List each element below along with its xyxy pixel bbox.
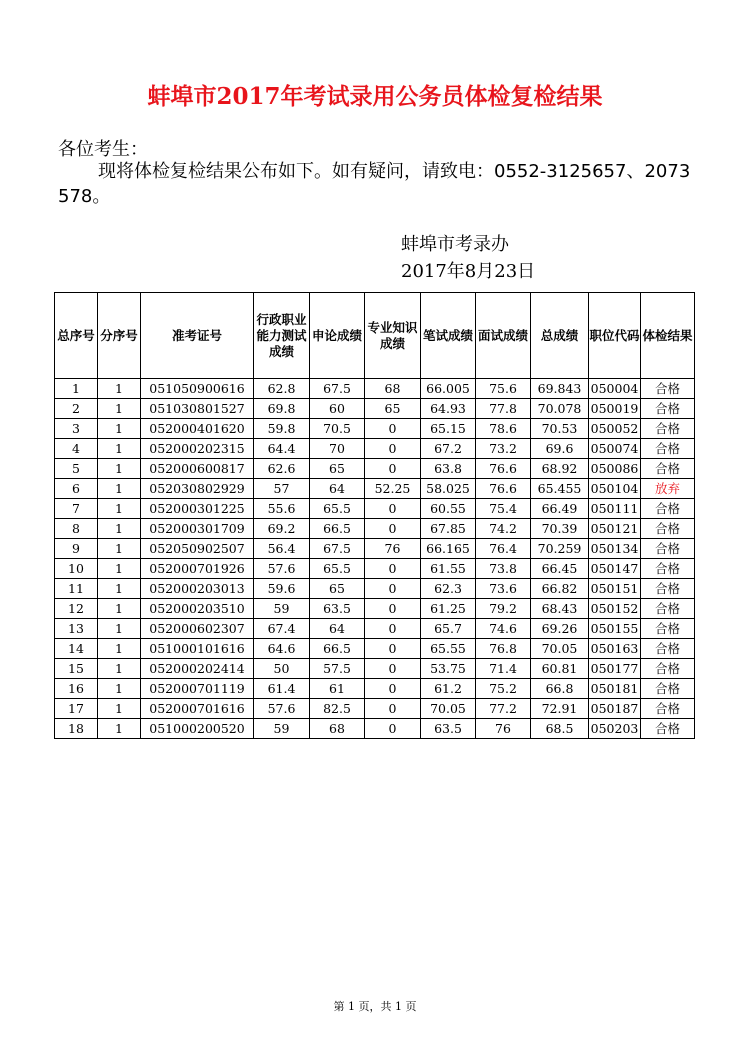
cell-xingce-score: 57: [254, 479, 310, 499]
cell-position-code: 050203: [589, 719, 641, 739]
header-interview-score: 面试成绩: [476, 293, 531, 379]
cell-exam-id: 052050902507: [141, 539, 254, 559]
cell-interview-score: 75.4: [476, 499, 531, 519]
cell-exam-id: 052000401620: [141, 419, 254, 439]
cell-total-score: 60.81: [531, 659, 589, 679]
cell-written-score: 53.75: [421, 659, 476, 679]
cell-exam-id: 052000301225: [141, 499, 254, 519]
page-title: 蚌埠市2017年考试录用公务员体检复检结果: [147, 83, 603, 110]
cell-total-score: 69.26: [531, 619, 589, 639]
cell-shenlun-score: 57.5: [310, 659, 365, 679]
cell-written-score: 65.55: [421, 639, 476, 659]
cell-xingce-score: 62.6: [254, 459, 310, 479]
table-row: [55, 639, 695, 659]
cell-written-score: 61.2: [421, 679, 476, 699]
cell-shenlun-score: 82.5: [310, 699, 365, 719]
cell-exam-id: 052000203013: [141, 579, 254, 599]
issue-date: 2017年8月23日: [401, 261, 536, 282]
cell-interview-score: 71.4: [476, 659, 531, 679]
cell-xingce-score: 50: [254, 659, 310, 679]
cell-professional-score: 0: [365, 439, 421, 459]
cell-professional-score: 0: [365, 599, 421, 619]
cell-written-score: 58.025: [421, 479, 476, 499]
cell-exam-result: 合格: [641, 679, 695, 699]
header-exam-id: 准考证号: [141, 293, 254, 379]
cell-xingce-score: 59.8: [254, 419, 310, 439]
cell-total-seq: 7: [55, 499, 98, 519]
cell-exam-id: 051000101616: [141, 639, 254, 659]
cell-position-code: 050074: [589, 439, 641, 459]
cell-position-code: 050104: [589, 479, 641, 499]
cell-written-score: 60.55: [421, 499, 476, 519]
header-written-score: 笔试成绩: [421, 293, 476, 379]
cell-exam-id: 052000203510: [141, 599, 254, 619]
cell-position-code: 050086: [589, 459, 641, 479]
cell-professional-score: 0: [365, 679, 421, 699]
cell-xingce-score: 57.6: [254, 559, 310, 579]
cell-total-score: 70.39: [531, 519, 589, 539]
cell-total-score: 70.53: [531, 419, 589, 439]
cell-total-score: 65.455: [531, 479, 589, 499]
cell-exam-result: 合格: [641, 519, 695, 539]
cell-exam-id: 052000600817: [141, 459, 254, 479]
header-total-seq: 总序号: [55, 293, 98, 379]
header-position-code: 职位代码: [589, 293, 641, 379]
cell-total-score: 68.92: [531, 459, 589, 479]
cell-written-score: 70.05: [421, 699, 476, 719]
cell-exam-result: 合格: [641, 659, 695, 679]
table-row: [55, 439, 695, 459]
cell-total-score: 68.5: [531, 719, 589, 739]
cell-interview-score: 77.2: [476, 699, 531, 719]
cell-exam-id: 051000200520: [141, 719, 254, 739]
cell-total-score: 72.91: [531, 699, 589, 719]
cell-position-code: 050121: [589, 519, 641, 539]
cell-total-score: 70.05: [531, 639, 589, 659]
cell-total-seq: 4: [55, 439, 98, 459]
cell-professional-score: 0: [365, 619, 421, 639]
cell-professional-score: 52.25: [365, 479, 421, 499]
cell-shenlun-score: 67.5: [310, 379, 365, 399]
cell-exam-result: 合格: [641, 499, 695, 519]
cell-total-seq: 5: [55, 459, 98, 479]
cell-exam-result: 合格: [641, 719, 695, 739]
table-row: [55, 459, 695, 479]
cell-interview-score: 74.2: [476, 519, 531, 539]
cell-exam-result: 合格: [641, 439, 695, 459]
cell-interview-score: 73.8: [476, 559, 531, 579]
cell-sub-seq: 1: [98, 619, 141, 639]
cell-total-seq: 6: [55, 479, 98, 499]
cell-position-code: 050163: [589, 639, 641, 659]
table-row: [55, 419, 695, 439]
table-row: [55, 619, 695, 639]
cell-interview-score: 76.4: [476, 539, 531, 559]
cell-position-code: 050187: [589, 699, 641, 719]
cell-written-score: 66.005: [421, 379, 476, 399]
cell-exam-result: 放弃: [641, 479, 695, 499]
cell-position-code: 050004: [589, 379, 641, 399]
cell-total-seq: 16: [55, 679, 98, 699]
cell-sub-seq: 1: [98, 719, 141, 739]
cell-xingce-score: 69.8: [254, 399, 310, 419]
cell-sub-seq: 1: [98, 659, 141, 679]
cell-total-score: 69.6: [531, 439, 589, 459]
cell-sub-seq: 1: [98, 699, 141, 719]
table-row: [55, 559, 695, 579]
cell-interview-score: 76: [476, 719, 531, 739]
cell-shenlun-score: 67.5: [310, 539, 365, 559]
cell-professional-score: 68: [365, 379, 421, 399]
cell-total-score: 70.078: [531, 399, 589, 419]
cell-position-code: 050134: [589, 539, 641, 559]
cell-position-code: 050052: [589, 419, 641, 439]
cell-exam-id: 052000701926: [141, 559, 254, 579]
cell-total-seq: 3: [55, 419, 98, 439]
cell-shenlun-score: 65.5: [310, 499, 365, 519]
cell-professional-score: 0: [365, 419, 421, 439]
cell-professional-score: 0: [365, 699, 421, 719]
cell-total-seq: 11: [55, 579, 98, 599]
cell-professional-score: 0: [365, 719, 421, 739]
page-footer: 第 1 页，共 1 页: [333, 1000, 417, 1013]
cell-exam-id: 051030801527: [141, 399, 254, 419]
cell-written-score: 65.15: [421, 419, 476, 439]
cell-interview-score: 74.6: [476, 619, 531, 639]
cell-total-seq: 15: [55, 659, 98, 679]
results-table: [54, 292, 695, 739]
table-row: [55, 599, 695, 619]
cell-exam-id: 052000602307: [141, 619, 254, 639]
table-row: [55, 519, 695, 539]
cell-position-code: 050155: [589, 619, 641, 639]
cell-position-code: 050152: [589, 599, 641, 619]
cell-exam-result: 合格: [641, 399, 695, 419]
cell-position-code: 050019: [589, 399, 641, 419]
cell-professional-score: 65: [365, 399, 421, 419]
header-shenlun-score: 申论成绩: [310, 293, 365, 379]
cell-shenlun-score: 61: [310, 679, 365, 699]
cell-sub-seq: 1: [98, 379, 141, 399]
cell-sub-seq: 1: [98, 439, 141, 459]
cell-written-score: 63.8: [421, 459, 476, 479]
cell-total-score: 69.843: [531, 379, 589, 399]
cell-professional-score: 0: [365, 499, 421, 519]
cell-written-score: 61.25: [421, 599, 476, 619]
cell-xingce-score: 55.6: [254, 499, 310, 519]
cell-total-seq: 10: [55, 559, 98, 579]
cell-interview-score: 76.6: [476, 459, 531, 479]
cell-shenlun-score: 65: [310, 579, 365, 599]
cell-shenlun-score: 70: [310, 439, 365, 459]
cell-professional-score: 0: [365, 659, 421, 679]
greeting: 各位考生：: [58, 139, 148, 160]
cell-exam-id: 052000301709: [141, 519, 254, 539]
cell-total-seq: 2: [55, 399, 98, 419]
cell-total-seq: 14: [55, 639, 98, 659]
table-row: [55, 539, 695, 559]
header-sub-seq: 分序号: [98, 293, 141, 379]
cell-sub-seq: 1: [98, 459, 141, 479]
cell-exam-id: 052000701119: [141, 679, 254, 699]
cell-xingce-score: 69.2: [254, 519, 310, 539]
header-exam-result: 体检结果: [641, 293, 695, 379]
cell-exam-id: 052000701616: [141, 699, 254, 719]
cell-exam-result: 合格: [641, 459, 695, 479]
cell-sub-seq: 1: [98, 419, 141, 439]
cell-exam-result: 合格: [641, 379, 695, 399]
cell-position-code: 050177: [589, 659, 641, 679]
cell-written-score: 65.7: [421, 619, 476, 639]
cell-written-score: 66.165: [421, 539, 476, 559]
cell-shenlun-score: 64: [310, 619, 365, 639]
cell-professional-score: 0: [365, 559, 421, 579]
cell-xingce-score: 57.6: [254, 699, 310, 719]
cell-exam-result: 合格: [641, 539, 695, 559]
cell-sub-seq: 1: [98, 479, 141, 499]
cell-sub-seq: 1: [98, 639, 141, 659]
cell-interview-score: 76.8: [476, 639, 531, 659]
cell-xingce-score: 62.8: [254, 379, 310, 399]
cell-interview-score: 73.2: [476, 439, 531, 459]
cell-xingce-score: 67.4: [254, 619, 310, 639]
table-row: [55, 699, 695, 719]
table-row: [55, 479, 695, 499]
cell-interview-score: 77.8: [476, 399, 531, 419]
table-row: [55, 659, 695, 679]
cell-interview-score: 79.2: [476, 599, 531, 619]
cell-professional-score: 0: [365, 459, 421, 479]
cell-written-score: 67.85: [421, 519, 476, 539]
cell-shenlun-score: 65.5: [310, 559, 365, 579]
cell-total-score: 68.43: [531, 599, 589, 619]
cell-total-score: 66.8: [531, 679, 589, 699]
cell-exam-result: 合格: [641, 599, 695, 619]
cell-exam-result: 合格: [641, 579, 695, 599]
table-row: [55, 499, 695, 519]
cell-interview-score: 73.6: [476, 579, 531, 599]
cell-sub-seq: 1: [98, 519, 141, 539]
cell-sub-seq: 1: [98, 679, 141, 699]
cell-exam-id: 052000202414: [141, 659, 254, 679]
table-row: [55, 679, 695, 699]
cell-shenlun-score: 66.5: [310, 519, 365, 539]
cell-written-score: 62.3: [421, 579, 476, 599]
cell-total-score: 66.45: [531, 559, 589, 579]
cell-interview-score: 76.6: [476, 479, 531, 499]
cell-written-score: 61.55: [421, 559, 476, 579]
cell-shenlun-score: 70.5: [310, 419, 365, 439]
cell-sub-seq: 1: [98, 599, 141, 619]
cell-position-code: 050181: [589, 679, 641, 699]
cell-sub-seq: 1: [98, 579, 141, 599]
cell-shenlun-score: 66.5: [310, 639, 365, 659]
cell-exam-result: 合格: [641, 699, 695, 719]
cell-interview-score: 78.6: [476, 419, 531, 439]
cell-xingce-score: 59: [254, 599, 310, 619]
cell-exam-id: 052000202315: [141, 439, 254, 459]
cell-total-seq: 17: [55, 699, 98, 719]
cell-written-score: 64.93: [421, 399, 476, 419]
cell-professional-score: 76: [365, 539, 421, 559]
cell-exam-id: 052030802929: [141, 479, 254, 499]
cell-professional-score: 0: [365, 639, 421, 659]
cell-shenlun-score: 64: [310, 479, 365, 499]
cell-xingce-score: 64.6: [254, 639, 310, 659]
cell-total-seq: 1: [55, 379, 98, 399]
cell-professional-score: 0: [365, 579, 421, 599]
cell-exam-result: 合格: [641, 619, 695, 639]
issuer: 蚌埠市考录办: [401, 234, 509, 255]
table-row: [55, 579, 695, 599]
cell-total-seq: 12: [55, 599, 98, 619]
cell-exam-result: 合格: [641, 559, 695, 579]
header-row: [55, 293, 695, 379]
cell-sub-seq: 1: [98, 559, 141, 579]
header-total-score: 总成绩: [531, 293, 589, 379]
table-row: [55, 719, 695, 739]
cell-shenlun-score: 68: [310, 719, 365, 739]
header-professional-score: 专业知识成绩: [365, 293, 421, 379]
cell-interview-score: 75.6: [476, 379, 531, 399]
cell-total-score: 66.82: [531, 579, 589, 599]
cell-sub-seq: 1: [98, 539, 141, 559]
cell-xingce-score: 59: [254, 719, 310, 739]
cell-xingce-score: 56.4: [254, 539, 310, 559]
cell-position-code: 050151: [589, 579, 641, 599]
cell-exam-result: 合格: [641, 639, 695, 659]
cell-position-code: 050111: [589, 499, 641, 519]
cell-sub-seq: 1: [98, 399, 141, 419]
cell-written-score: 67.2: [421, 439, 476, 459]
table-row: [55, 399, 695, 419]
cell-shenlun-score: 65: [310, 459, 365, 479]
cell-interview-score: 75.2: [476, 679, 531, 699]
cell-exam-result: 合格: [641, 419, 695, 439]
cell-xingce-score: 64.4: [254, 439, 310, 459]
table-body: [55, 379, 695, 739]
cell-total-score: 70.259: [531, 539, 589, 559]
announcement: 现将体检复检结果公布如下。如有疑问，请致电：0552-3125657、2073578。: [58, 161, 691, 207]
cell-professional-score: 0: [365, 519, 421, 539]
cell-sub-seq: 1: [98, 499, 141, 519]
cell-total-seq: 9: [55, 539, 98, 559]
cell-total-seq: 8: [55, 519, 98, 539]
header-xingce-score: 行政职业能力测试成绩: [254, 293, 310, 379]
cell-total-seq: 13: [55, 619, 98, 639]
cell-xingce-score: 61.4: [254, 679, 310, 699]
cell-shenlun-score: 63.5: [310, 599, 365, 619]
cell-exam-id: 051050900616: [141, 379, 254, 399]
cell-total-score: 66.49: [531, 499, 589, 519]
table-header: [55, 293, 695, 379]
cell-total-seq: 18: [55, 719, 98, 739]
cell-xingce-score: 59.6: [254, 579, 310, 599]
cell-position-code: 050147: [589, 559, 641, 579]
cell-written-score: 63.5: [421, 719, 476, 739]
cell-shenlun-score: 60: [310, 399, 365, 419]
table-row: [55, 379, 695, 399]
